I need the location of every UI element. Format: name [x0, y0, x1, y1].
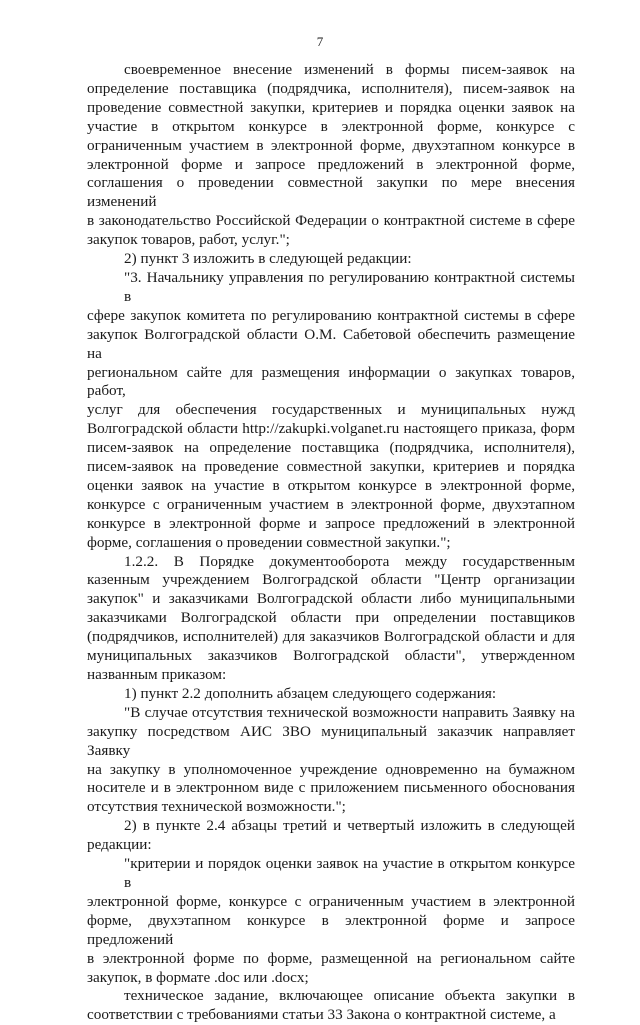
text-line: соответствии с требованиями статьи 33 Закона о контрактной системе, а [87, 1006, 556, 1024]
paragraph [87, 250, 575, 269]
text-line: казенным учреждением Волгоградской области "Центр организации [87, 571, 575, 589]
paragraph [87, 685, 575, 704]
text-line: закупку посредством АИС ЗВО муниципальный заказчик направляет Заявку [87, 722, 575, 759]
text-line: отсутствия технической возможности."; [87, 798, 346, 816]
text-line: заказчиками Волгоградской области при определении поставщиков [87, 609, 575, 627]
text-line: своевременное внесение изменений в формы писем-заявок на [124, 61, 575, 78]
text-line: соглашения о проведении совместной закупки по мере внесения изменений [87, 174, 575, 211]
text-line: (подрядчиков, исполнителей) для заказчиков Волгоградской области и для [87, 628, 575, 646]
paragraph [87, 817, 575, 855]
text-line: 1) пункт 2.2 дополнить абзацем следующего содержания: [124, 684, 497, 702]
text-line: электронной форме, конкурсе с ограниченным участием в электронной [87, 892, 575, 910]
text-line: 2) пункт 3 изложить в следующей редакции: [124, 250, 412, 268]
text-line: электронной форме и запросе предложений в электронной форме, [87, 155, 575, 173]
text-line: техническое задание, включающее описание объекта закупки в [124, 987, 575, 1005]
paragraph [87, 61, 575, 250]
text-line: форме, соглашения о проведении совместной закупки."; [87, 533, 451, 551]
text-line: писем-заявок на определение поставщика (подрядчика, исполнителя), [87, 439, 575, 457]
paragraph [87, 855, 575, 987]
text-line: 2) в пункте 2.4 абзацы третий и четвертый изложить в следующей [124, 817, 575, 835]
text-line: определение поставщика (подрядчика, исполнителя), писем-заявок на [87, 79, 575, 97]
text-line: 1.2.2. В Порядке документооборота между государственным [124, 552, 575, 570]
text-line: конкурсе с ограниченным участием в электронной форме, двухэтапном [87, 495, 575, 513]
text-line: закупок товаров, работ, услуг."; [87, 231, 290, 249]
text-line: закупок, в формате .doc или .docx; [87, 968, 309, 986]
text-line: проведение совместной закупки, критериев и порядка оценки заявок на [87, 98, 575, 116]
text-line: "критерии и порядок оценки заявок на участие в открытом конкурсе в [124, 855, 575, 891]
text-line: названным приказом: [87, 666, 227, 683]
paragraph [87, 987, 575, 1025]
text-line: редакции: [87, 836, 152, 854]
text-line: закупок" и заказчиками Волгоградской области либо муниципальными [87, 590, 575, 608]
page-number: 7 [316, 34, 324, 49]
text-line: на закупку в уполномоченное учреждение одновременно на бумажном [87, 760, 575, 778]
document-body [87, 61, 575, 1025]
text-line: писем-заявок на проведение совместной закупки, критериев и порядка [87, 458, 575, 476]
text-line: Волгоградской области http://zakupki.volganet.ru настоящего приказа, форм [87, 420, 575, 438]
text-line: в законодательство Российской Федерации о контрактной системе в сфере [87, 212, 575, 230]
text-line: оценки заявок на участие в открытом конкурсе в электронной форме, [87, 476, 575, 494]
text-line: форме, двухэтапном конкурсе в электронной форме и запросе предложений [87, 911, 575, 948]
text-line: услуг для обеспечения государственных и муниципальных нужд [87, 401, 575, 419]
text-line: "3. Начальнику управления по регулированию контрактной системы в [124, 268, 575, 305]
text-line: сфере закупок комитета по регулированию контрактной системы в сфере [87, 306, 575, 324]
text-line: конкурсе в электронной форме и запросе предложений в электронной [87, 514, 575, 532]
text-line: закупок Волгоградской области О.М. Сабетовой обеспечить размещение на [87, 325, 575, 362]
text-line: носителе и в электронном виде с приложением письменного обоснования [87, 779, 575, 797]
text-line: в электронной форме по форме, размещенной на региональном сайте [87, 949, 575, 967]
paragraph [87, 553, 575, 685]
text-line: "В случае отсутствия технической возможности направить Заявку на [124, 703, 575, 721]
text-line: региональном сайте для размещения информации о закупках товаров, работ, [87, 363, 575, 400]
text-line: участие в открытом конкурсе в электронной форме, конкурсе с [87, 117, 575, 135]
text-line: муниципальных заказчиков Волгоградской области", утвержденном [87, 647, 575, 665]
text-line: ограниченным участием в электронной форме, двухэтапном конкурсе в [87, 136, 575, 154]
paragraph [87, 269, 575, 553]
paragraph [87, 704, 575, 817]
